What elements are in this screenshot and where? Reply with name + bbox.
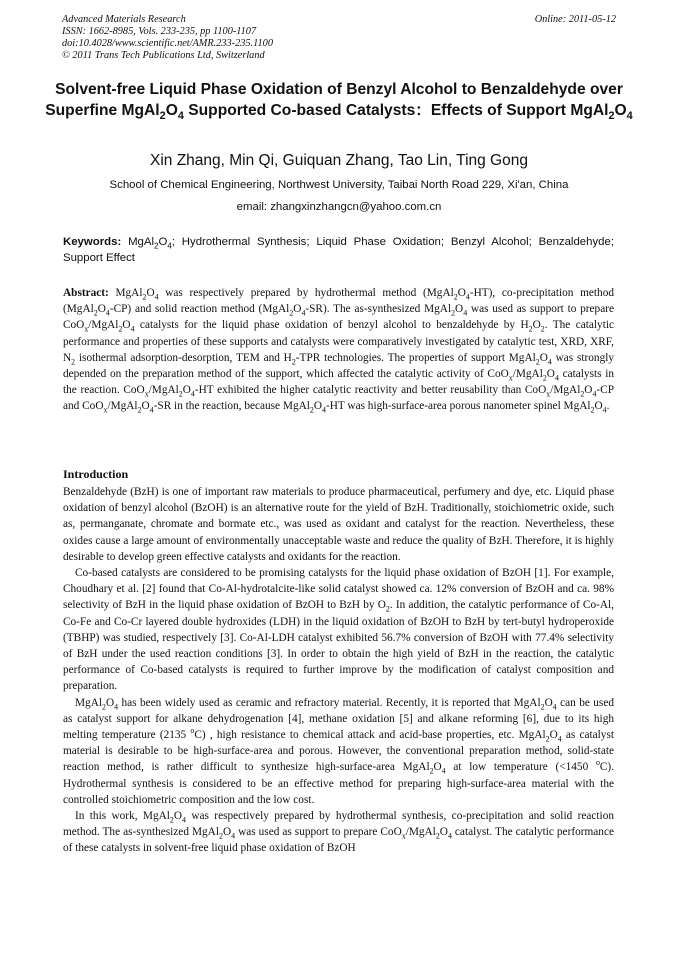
affiliation: School of Chemical Engineering, Northwest University, Taibai North Road 229, Xi'an, China — [109, 179, 569, 191]
keywords-text: $MgAl_2O_4$; Hydrothermal Synthesis; Liquid Phase Oxidation; Benzyl Alcohol; Benzaldehyde; Support Effect — [63, 236, 614, 264]
author-list: Xin Zhang, Min Qi, Guiquan Zhang, Tao Lin, Ting Gong — [150, 152, 528, 169]
intro-paragraph-1: Benzaldehyde (BzH) is one of important raw materials to produce pharmaceutical, perfumery and dye, etc. Liquid phase oxidation of benzyl alcohol (BzOH) is an alternative route for the yield of BzH. Traditionally, stoichiometric oxide, such as, permanganate, chromate and bormate etc., was used as oxidant and catalyst for the reaction. Nevertheless, these oxides cause a large amount of environmentally unacceptable waste and reduce the quality of BzH. Therefore, it is highly desirable to develop green effective catalysts and oxidants for the reaction. — [63, 486, 614, 563]
journal-header — [62, 14, 273, 62]
doi-line: doi:10.4028/www.scientific.net/AMR.233-235.1100 — [62, 38, 273, 49]
intro-paragraph-3: $MgAl_2O_4$ has been widely used as ceramic and refractory material. Recently, it is reported that $MgAl_2O_4$ can be used as catalyst support for alkane dehydrogenation [4], methane oxidation [5] and alkane reforming [6], due to its high melting temperature (2135 $^o$C) , high resistance to chemical attack and acid-base properties, etc. $MgAl_2O_4$ as catalyst material is desirable to be high-surface-area and porous. However, the conventional preparation method, solid-state reaction method, is rather difficult to synthesize high-surface-area $MgAl_2O_4$ at low temperature (<1450 $^o$C). Hydrothermal synthesis is considered to be an effective method for preparing high-surface-area material with the controlled stoichiometric composition and the low cost. — [63, 696, 615, 806]
keywords-label: Keywords: — [63, 236, 122, 248]
email-address[interactable]: email: zhangxinzhangcn@yahoo.com.cn — [236, 201, 442, 213]
abstract-block — [63, 285, 614, 415]
intro-paragraph-2: Co-based catalysts are considered to be promising catalysts for the liquid phase oxidation of BzOH [1]. For example, Choudhary et al. [2] found that Co-Al-hydrotalcite-like solid catalyst showed ca. 12% conversion of BzOH and ca. 98% selectivity of BzH in the liquid phase oxidation of BzOH to BzH by $O_2$. In addition, the catalytic performance of Co-Al, Co-Fe and Co-Cr layered double hydroxides (LDH) in the liquid oxidation of BzOH to BzH by tert-butyl hydroperoxide (TBHP) was studied, respectively [3]. Co-Al-LDH catalyst exhibited 56.7% conversion of BzOH with 77.4% selectivity of BzH under the used reaction conditions [3]. In order to obtain the high yield of BzH in the reaction, the catalytic performance of Co-based catalysts is required to further improve by the modification of catalyst composition and preparation. — [63, 567, 614, 693]
title-sub-2b: 2 — [608, 109, 615, 122]
abstract-text: $MgAl_2O_4$ was respectively prepared by hydrothermal method $(MgAl_2O_4-HT)$, co-precipitation method $(MgAl_2O_4-CP)$ and solid reaction method $(MgAl_2O_4-SR)$. The as-synthesized $MgAl_2O_4$ was used as support to prepare $CoO_x/MgAl_2O_4$ catalysts for the liquid phase oxidation of benzyl alcohol to benzaldehyde by $H_2O_2$. The catalytic performance and properties of these supports and catalysts were comparatively investigated by catalytic test, XRD, XRF, $N_2$ isothermal adsorption-desorption, TEM and $H_2$-TPR technologies. The properties of support $MgAl_2O_4$ was strongly depended on the preparation method of the support, which affected the catalytic activity of $CoO_x/MgAl_2O_4$ catalysts in the reaction. $CoO_x/MgAl_2O_4-HT$ exhibited the higher catalytic reactivity and better reusability than $CoO_x/MgAl_2O_4-CP$ and $CoO_x/MgAl_2O_4-SR$ in the reaction, because $MgAl_2O_4-HT$ was high-surface-area porous nanometer spinel $MgAl_2O_4$. — [63, 287, 615, 415]
title-part-3: Supported Co-based Catalysts：Effects of Support MgAl — [183, 101, 609, 119]
title-part-4: O — [614, 101, 627, 119]
title-sub-4a: 4 — [177, 109, 184, 122]
abstract-label: Abstract: — [63, 287, 109, 299]
introduction-heading: Introduction — [63, 467, 129, 481]
online-date: Online: 2011-05-12 — [534, 14, 616, 25]
issn-line: ISSN: 1662-8985, Vols. 233-235, pp 1100-1107 — [62, 26, 257, 37]
keywords-block — [63, 234, 614, 266]
copyright-line: © 2011 Trans Tech Publications Ltd, Switzerland — [62, 50, 265, 61]
title-part-1: Solvent-free Liquid Phase Oxidation of Benzyl Alcohol to Benzaldehyde over Superfine MgAl — [45, 81, 623, 119]
journal-name: Advanced Materials Research — [62, 14, 186, 25]
title-sub-4b: 4 — [626, 109, 633, 122]
introduction-body — [63, 484, 614, 857]
title-sub-2a: 2 — [159, 109, 166, 122]
intro-paragraph-4: In this work, $MgAl_2O_4$ was respectively prepared by hydrothermal synthesis, co-precipitation and solid reaction method. The as-synthesized $MgAl_2O_4$ was used as support to prepare $CoO_x/MgAl_2O_4$ catalyst. The catalytic performance of these catalysts in solvent-free liquid phase oxidation of BzOH — [63, 810, 614, 855]
paper-title — [40, 80, 638, 121]
title-part-2: O — [165, 101, 178, 119]
